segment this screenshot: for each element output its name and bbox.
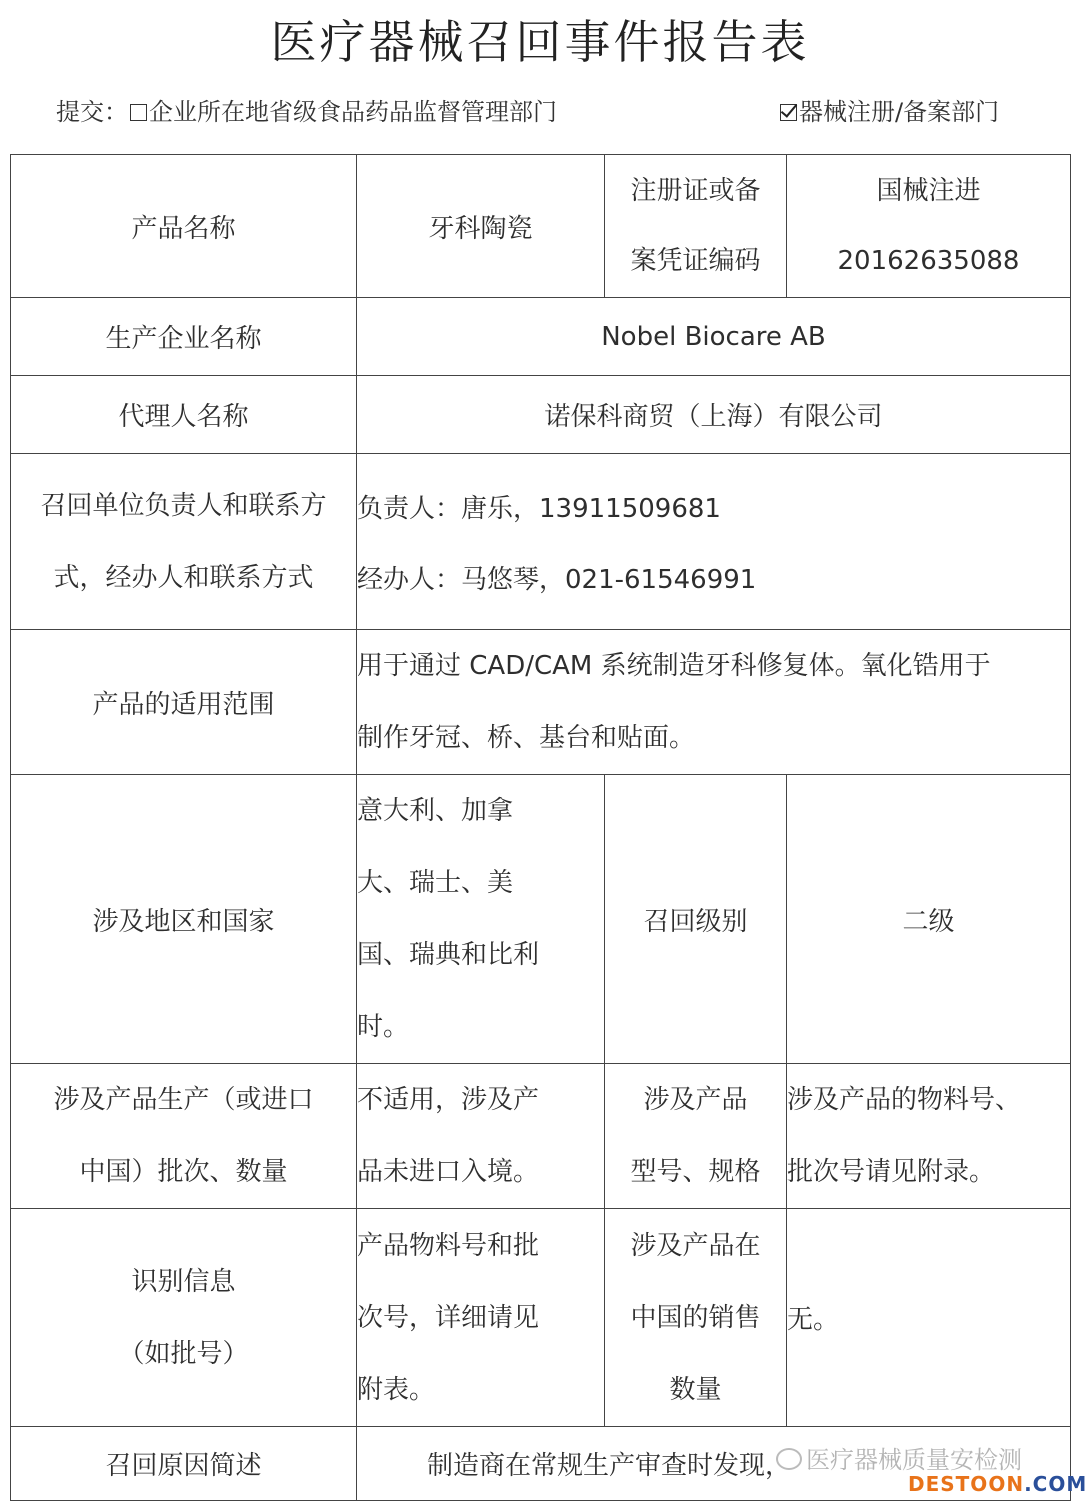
id-value-line: 次号，详细请见 xyxy=(357,1302,540,1333)
batch-value-line1: 不适用，涉及产 xyxy=(357,1085,540,1115)
reg-no-label-line2: 案凭证编码 xyxy=(630,246,761,276)
region-value xyxy=(357,775,605,1064)
region-value-line: 国、瑞典和比利 xyxy=(357,940,540,970)
sales-label-line: 涉及产品在 xyxy=(630,1230,761,1261)
reason-value: 制造商在常规生产审查时发现， xyxy=(357,1427,1071,1501)
submit-prefix: 提交： xyxy=(56,98,128,126)
recall-level-label: 召回级别 xyxy=(605,775,787,1064)
region-label: 涉及地区和国家 xyxy=(11,775,357,1064)
id-label-line2: （如批号） xyxy=(118,1338,249,1369)
recall-level-value: 二级 xyxy=(787,775,1071,1064)
batch-value xyxy=(357,1064,605,1209)
watermark-account-text: 医疗器械质量安检测 xyxy=(806,1446,1022,1474)
contact-person: 负责人：唐乐，13911509681 xyxy=(357,493,721,524)
agent-value: 诺保科商贸（上海）有限公司 xyxy=(357,376,1071,454)
row-product-name xyxy=(11,155,1071,298)
reg-no-value xyxy=(787,155,1071,298)
submit-option-registration: 器械注册/备案部门 xyxy=(799,98,1000,126)
contact-handler: 经办人：马悠琴，021-61546991 xyxy=(357,564,757,595)
sales-label-line: 中国的销售 xyxy=(630,1302,761,1333)
batch-label-line2: 中国）批次、数量 xyxy=(79,1157,288,1187)
row-manufacturer xyxy=(11,298,1071,376)
model-value-line1: 涉及产品的物料号、 xyxy=(787,1085,1022,1115)
region-value-line: 意大利、加拿 xyxy=(357,796,514,826)
row-identification xyxy=(11,1209,1071,1427)
scope-value-line2: 制作牙冠、桥、基台和贴面。 xyxy=(357,723,696,753)
contact-label-line2: 式，经办人和联系方式 xyxy=(53,562,314,593)
submit-option-provincial: 企业所在地省级食品药品监督管理部门 xyxy=(149,98,557,126)
id-value-line: 附表。 xyxy=(357,1374,436,1405)
checkbox-registration[interactable] xyxy=(780,104,797,121)
batch-value-line2: 品未进口入境。 xyxy=(357,1157,540,1187)
wechat-icon xyxy=(776,1448,802,1470)
recall-report-table xyxy=(10,154,1071,1501)
model-label-line2: 型号、规格 xyxy=(630,1157,761,1187)
reason-label: 召回原因简述 xyxy=(11,1427,357,1501)
model-label-line1: 涉及产品 xyxy=(643,1085,748,1115)
region-value-line: 大、瑞士、美 xyxy=(357,868,514,898)
reg-no-value-line2: 20162635088 xyxy=(837,246,1020,276)
reg-no-value-line1: 国械注进 xyxy=(876,176,981,206)
scope-value xyxy=(357,630,1071,775)
reg-no-label xyxy=(605,155,787,298)
manufacturer-value: Nobel Biocare AB xyxy=(357,298,1071,376)
row-batch xyxy=(11,1064,1071,1209)
product-name-value: 牙科陶瓷 xyxy=(357,155,605,298)
row-agent xyxy=(11,376,1071,454)
product-name-label: 产品名称 xyxy=(11,155,357,298)
id-value-line: 产品物料号和批 xyxy=(357,1230,540,1261)
contact-value xyxy=(357,454,1071,630)
manufacturer-label: 生产企业名称 xyxy=(11,298,357,376)
submit-to-line xyxy=(56,92,557,127)
region-value-line: 时。 xyxy=(357,1012,410,1042)
destoon-logo xyxy=(908,1472,1087,1496)
id-value xyxy=(357,1209,605,1427)
id-label-line1: 识别信息 xyxy=(131,1266,236,1297)
model-value-line2: 批次号请见附录。 xyxy=(787,1157,996,1187)
checkbox-provincial[interactable] xyxy=(130,104,147,121)
sales-value: 无。 xyxy=(787,1209,1071,1427)
logo-part-b: .COM xyxy=(1024,1472,1087,1496)
watermark-account xyxy=(776,1440,1022,1475)
contact-label xyxy=(11,454,357,630)
page-title: 医疗器械召回事件报告表 xyxy=(270,15,810,69)
batch-label-line1: 涉及产品生产（或进口 xyxy=(53,1085,314,1115)
row-scope xyxy=(11,630,1071,775)
contact-label-line1: 召回单位负责人和联系方 xyxy=(40,490,327,521)
row-region xyxy=(11,775,1071,1064)
scope-value-line1: 用于通过 CAD/CAM 系统制造牙科修复体。氧化锆用于 xyxy=(357,651,991,681)
row-contact xyxy=(11,454,1071,630)
sales-label xyxy=(605,1209,787,1427)
sales-label-line: 数量 xyxy=(669,1374,722,1405)
submit-option-registration-wrap xyxy=(778,92,999,127)
agent-label: 代理人名称 xyxy=(11,376,357,454)
logo-part-a: DESTOON xyxy=(908,1472,1025,1496)
model-label xyxy=(605,1064,787,1209)
reg-no-label-line1: 注册证或备 xyxy=(630,176,761,206)
id-label xyxy=(11,1209,357,1427)
scope-label: 产品的适用范围 xyxy=(11,630,357,775)
batch-label xyxy=(11,1064,357,1209)
model-value xyxy=(787,1064,1071,1209)
